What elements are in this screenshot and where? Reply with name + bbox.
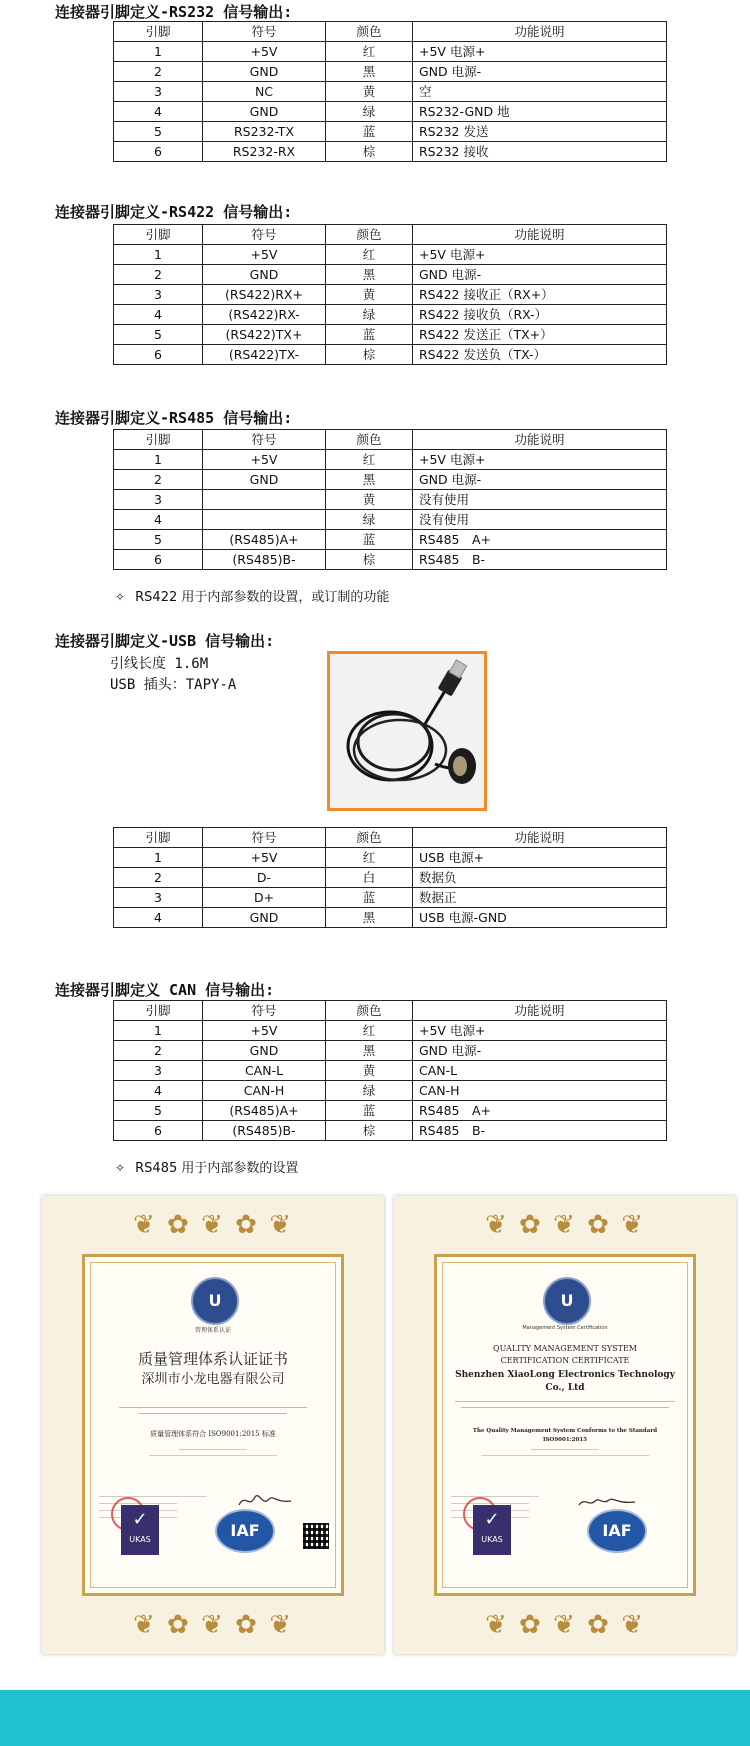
- certificate-company: 深圳市小龙电器有限公司: [141, 1372, 285, 1387]
- cell-pin: 2: [114, 868, 203, 888]
- cell-color: 黄: [326, 490, 413, 510]
- cell-function: GND 电源-: [413, 62, 667, 82]
- table-row: [114, 42, 667, 62]
- certificate-ornament-bottom: ❦ ✿ ❦ ✿ ❦: [485, 1610, 645, 1640]
- column-header-pin: 引脚: [114, 22, 203, 42]
- cell-pin: 3: [114, 285, 203, 305]
- table-header-row: [114, 828, 667, 848]
- cell-color: 黑: [326, 470, 413, 490]
- cell-pin: 2: [114, 1041, 203, 1061]
- table-row: [114, 62, 667, 82]
- cell-pin: 6: [114, 1121, 203, 1141]
- cell-symbol: GND: [203, 102, 326, 122]
- cell-symbol: +5V: [203, 1021, 326, 1041]
- table-row: [114, 550, 667, 570]
- bottom-accent-bar: [0, 1690, 750, 1746]
- cell-function: RS485 A+: [413, 1101, 667, 1121]
- rs422-table: [113, 224, 667, 365]
- cell-color: 蓝: [326, 888, 413, 908]
- table-row: [114, 490, 667, 510]
- cell-function: RS422 发送负（TX-）: [413, 345, 667, 365]
- table-header-row: [114, 225, 667, 245]
- column-header-color: 颜色: [326, 1001, 413, 1021]
- cell-pin: 2: [114, 62, 203, 82]
- cell-pin: 5: [114, 325, 203, 345]
- cell-color: 绿: [326, 510, 413, 530]
- seal-caption: Management System Certification: [522, 1325, 608, 1331]
- can-note: [115, 1159, 298, 1178]
- cell-pin: 5: [114, 530, 203, 550]
- cell-symbol: (RS422)RX+: [203, 285, 326, 305]
- usb-title: 连接器引脚定义-USB 信号输出:: [55, 632, 275, 650]
- cell-symbol: GND: [203, 265, 326, 285]
- cell-function: RS485 B-: [413, 1121, 667, 1141]
- column-header-function: 功能说明: [413, 1001, 667, 1021]
- cell-pin: 6: [114, 550, 203, 570]
- cell-function: RS485 A+: [413, 530, 667, 550]
- table-row: [114, 285, 667, 305]
- table-row: [114, 868, 667, 888]
- cell-function: +5V 电源+: [413, 245, 667, 265]
- cell-pin: 3: [114, 82, 203, 102]
- cell-symbol: CAN-L: [203, 1061, 326, 1081]
- rs232-table: [113, 21, 667, 162]
- cell-pin: 2: [114, 470, 203, 490]
- column-header-function: 功能说明: [413, 22, 667, 42]
- ukas-logo: ✓ UKAS: [473, 1505, 511, 1555]
- table-row: [114, 1041, 667, 1061]
- table-row: [114, 908, 667, 928]
- cell-function: RS422 发送正（TX+）: [413, 325, 667, 345]
- cell-pin: 1: [114, 848, 203, 868]
- cell-symbol: (RS485)B-: [203, 550, 326, 570]
- certification-seal-icon: U: [543, 1277, 591, 1325]
- cell-symbol: D-: [203, 868, 326, 888]
- rs485-title: 连接器引脚定义-RS485 信号输出:: [55, 409, 293, 427]
- cell-function: GND 电源-: [413, 470, 667, 490]
- certificate-title: 质量管理体系认证证书: [137, 1350, 288, 1368]
- iaf-logo: IAF: [587, 1509, 647, 1553]
- column-header-symbol: 符号: [203, 430, 326, 450]
- table-row: [114, 102, 667, 122]
- cell-symbol: RS232-RX: [203, 142, 326, 162]
- cell-symbol: (RS485)A+: [203, 530, 326, 550]
- cell-function: 数据正: [413, 888, 667, 908]
- cell-color: 黄: [326, 82, 413, 102]
- cell-color: 蓝: [326, 530, 413, 550]
- rs485-note: [115, 588, 389, 607]
- column-header-symbol: 符号: [203, 828, 326, 848]
- cell-color: 绿: [326, 305, 413, 325]
- certification-seal-icon: U: [191, 1277, 239, 1325]
- column-header-symbol: 符号: [203, 1001, 326, 1021]
- cell-color: 黑: [326, 62, 413, 82]
- table-row: [114, 305, 667, 325]
- cell-symbol: NC: [203, 82, 326, 102]
- qr-code-icon: [303, 1523, 329, 1549]
- cell-color: 红: [326, 450, 413, 470]
- cell-symbol: +5V: [203, 245, 326, 265]
- cell-pin: 5: [114, 1101, 203, 1121]
- cell-color: 蓝: [326, 325, 413, 345]
- cell-symbol: +5V: [203, 450, 326, 470]
- usb-cable-photo: [327, 651, 487, 811]
- usb-table: [113, 827, 667, 928]
- cell-function: CAN-L: [413, 1061, 667, 1081]
- cell-symbol: (RS485)A+: [203, 1101, 326, 1121]
- cell-function: +5V 电源+: [413, 450, 667, 470]
- certificate-company-line-1: Shenzhen XiaoLong Electronics Technology: [455, 1370, 675, 1380]
- certificate-chinese: [42, 1196, 384, 1654]
- can-table: [113, 1000, 667, 1141]
- column-header-pin: 引脚: [114, 225, 203, 245]
- cell-function: CAN-H: [413, 1081, 667, 1101]
- cell-function: RS232 接收: [413, 142, 667, 162]
- rs232-title: 连接器引脚定义-RS232 信号输出:: [55, 3, 293, 21]
- cell-function: 数据负: [413, 868, 667, 888]
- table-row: [114, 450, 667, 470]
- table-row: [114, 265, 667, 285]
- certificate-ornament-top: ❦ ✿ ❦ ✿ ❦: [485, 1210, 645, 1240]
- cell-symbol: RS232-TX: [203, 122, 326, 142]
- certificate-ornament-bottom: ❦ ✿ ❦ ✿ ❦: [133, 1610, 293, 1640]
- usb-cable-illustration: [330, 654, 484, 808]
- cell-symbol: [203, 490, 326, 510]
- signature-icon: [235, 1489, 295, 1511]
- cell-pin: 4: [114, 1081, 203, 1101]
- table-row: [114, 510, 667, 530]
- seal-caption: 管理体系认证: [194, 1327, 231, 1334]
- rs485-note-text: RS422 用于内部参数的设置，或订制的功能: [135, 590, 390, 605]
- cell-pin: 6: [114, 142, 203, 162]
- can-note-text: RS485 用于内部参数的设置: [135, 1161, 299, 1176]
- cell-symbol: [203, 510, 326, 530]
- cell-symbol: (RS422)TX-: [203, 345, 326, 365]
- rs485-table: [113, 429, 667, 570]
- cell-pin: 4: [114, 102, 203, 122]
- usb-plug-type: USB 插头：TAPY-A: [110, 677, 237, 693]
- cell-function: RS232 发送: [413, 122, 667, 142]
- cell-function: 没有使用: [413, 510, 667, 530]
- cell-symbol: GND: [203, 470, 326, 490]
- usb-cable-length: 引线长度 1.6M: [110, 656, 209, 672]
- cell-function: 没有使用: [413, 490, 667, 510]
- rs422-title: 连接器引脚定义-RS422 信号输出:: [55, 203, 293, 221]
- cell-symbol: CAN-H: [203, 1081, 326, 1101]
- cell-function: GND 电源-: [413, 265, 667, 285]
- column-header-pin: 引脚: [114, 430, 203, 450]
- cell-pin: 6: [114, 345, 203, 365]
- cell-color: 蓝: [326, 1101, 413, 1121]
- column-header-symbol: 符号: [203, 225, 326, 245]
- table-row: [114, 530, 667, 550]
- cell-pin: 5: [114, 122, 203, 142]
- cell-color: 红: [326, 42, 413, 62]
- cell-color: 蓝: [326, 122, 413, 142]
- table-header-row: [114, 22, 667, 42]
- cell-symbol: GND: [203, 908, 326, 928]
- table-row: [114, 888, 667, 908]
- table-row: [114, 1061, 667, 1081]
- cell-pin: 3: [114, 490, 203, 510]
- certificate-address-line: [451, 1399, 679, 1413]
- certificate-frame: [82, 1254, 344, 1596]
- certificate-frame: [434, 1254, 696, 1596]
- cell-pin: 1: [114, 1021, 203, 1041]
- table-header-row: [114, 1001, 667, 1021]
- cell-symbol: (RS485)B-: [203, 1121, 326, 1141]
- cell-color: 黄: [326, 1061, 413, 1081]
- certificate-address-line: [99, 1405, 327, 1419]
- cell-function: +5V 电源+: [413, 1021, 667, 1041]
- column-header-function: 功能说明: [413, 828, 667, 848]
- diamond-bullet-icon: ✧: [115, 1161, 126, 1175]
- column-header-color: 颜色: [326, 22, 413, 42]
- cell-function: USB 电源+: [413, 848, 667, 868]
- cell-color: 绿: [326, 102, 413, 122]
- column-header-pin: 引脚: [114, 1001, 203, 1021]
- table-row: [114, 1101, 667, 1121]
- table-header-row: [114, 430, 667, 450]
- cell-symbol: (RS422)TX+: [203, 325, 326, 345]
- table-row: [114, 1021, 667, 1041]
- cell-pin: 1: [114, 450, 203, 470]
- cell-pin: 3: [114, 1061, 203, 1081]
- cell-symbol: GND: [203, 1041, 326, 1061]
- column-header-function: 功能说明: [413, 225, 667, 245]
- certificate-company-line-2: Co., Ltd: [545, 1383, 585, 1393]
- table-row: [114, 82, 667, 102]
- cell-color: 棕: [326, 1121, 413, 1141]
- table-row: [114, 325, 667, 345]
- certificate-conformity-line-2: ISO9001:2015: [543, 1437, 587, 1443]
- can-title: 连接器引脚定义 CAN 信号输出:: [55, 981, 275, 999]
- cell-color: 红: [326, 1021, 413, 1041]
- table-row: [114, 470, 667, 490]
- table-row: [114, 122, 667, 142]
- column-header-color: 颜色: [326, 828, 413, 848]
- cell-pin: 1: [114, 245, 203, 265]
- cell-color: 红: [326, 245, 413, 265]
- certificate-scope: [99, 1447, 327, 1461]
- cell-symbol: (RS422)RX-: [203, 305, 326, 325]
- cell-function: RS422 接收正（RX+）: [413, 285, 667, 305]
- cell-color: 黄: [326, 285, 413, 305]
- table-row: [114, 848, 667, 868]
- diamond-bullet-icon: ✧: [115, 590, 126, 604]
- cell-function: GND 电源-: [413, 1041, 667, 1061]
- certificate-standard: 质量管理体系符合 ISO9001:2015 标准: [150, 1430, 276, 1438]
- cell-pin: 3: [114, 888, 203, 908]
- certificate-scope: [451, 1447, 679, 1461]
- cell-function: RS232-GND 地: [413, 102, 667, 122]
- cell-symbol: GND: [203, 62, 326, 82]
- column-header-pin: 引脚: [114, 828, 203, 848]
- cell-function: RS485 B-: [413, 550, 667, 570]
- cell-color: 棕: [326, 142, 413, 162]
- column-header-function: 功能说明: [413, 430, 667, 450]
- table-row: [114, 345, 667, 365]
- ukas-logo: ✓ UKAS: [121, 1505, 159, 1555]
- cell-color: 棕: [326, 550, 413, 570]
- cell-symbol: +5V: [203, 848, 326, 868]
- cell-pin: 2: [114, 265, 203, 285]
- cell-function: +5V 电源+: [413, 42, 667, 62]
- cell-function: USB 电源-GND: [413, 908, 667, 928]
- cell-function: 空: [413, 82, 667, 102]
- cell-color: 黑: [326, 1041, 413, 1061]
- cell-color: 黑: [326, 908, 413, 928]
- cell-pin: 1: [114, 42, 203, 62]
- certificate-title-line-1: QUALITY MANAGEMENT SYSTEM: [493, 1344, 637, 1353]
- certificate-conformity-line-1: The Quality Management System Conforms to the Standard: [472, 1428, 658, 1434]
- cell-function: RS422 接收负（RX-）: [413, 305, 667, 325]
- table-row: [114, 1121, 667, 1141]
- column-header-symbol: 符号: [203, 22, 326, 42]
- table-row: [114, 142, 667, 162]
- cell-symbol: D+: [203, 888, 326, 908]
- cell-pin: 4: [114, 908, 203, 928]
- cell-pin: 4: [114, 305, 203, 325]
- certificate-title-line-2: CERTIFICATION CERTIFICATE: [500, 1356, 630, 1365]
- cell-symbol: +5V: [203, 42, 326, 62]
- column-header-color: 颜色: [326, 430, 413, 450]
- cell-color: 绿: [326, 1081, 413, 1101]
- table-row: [114, 245, 667, 265]
- cell-color: 黑: [326, 265, 413, 285]
- table-row: [114, 1081, 667, 1101]
- cell-color: 白: [326, 868, 413, 888]
- cell-color: 红: [326, 848, 413, 868]
- column-header-color: 颜色: [326, 225, 413, 245]
- cell-pin: 4: [114, 510, 203, 530]
- iaf-logo: IAF: [215, 1509, 275, 1553]
- certificate-english: [394, 1196, 736, 1654]
- cell-color: 棕: [326, 345, 413, 365]
- certificate-ornament-top: ❦ ✿ ❦ ✿ ❦: [133, 1210, 293, 1240]
